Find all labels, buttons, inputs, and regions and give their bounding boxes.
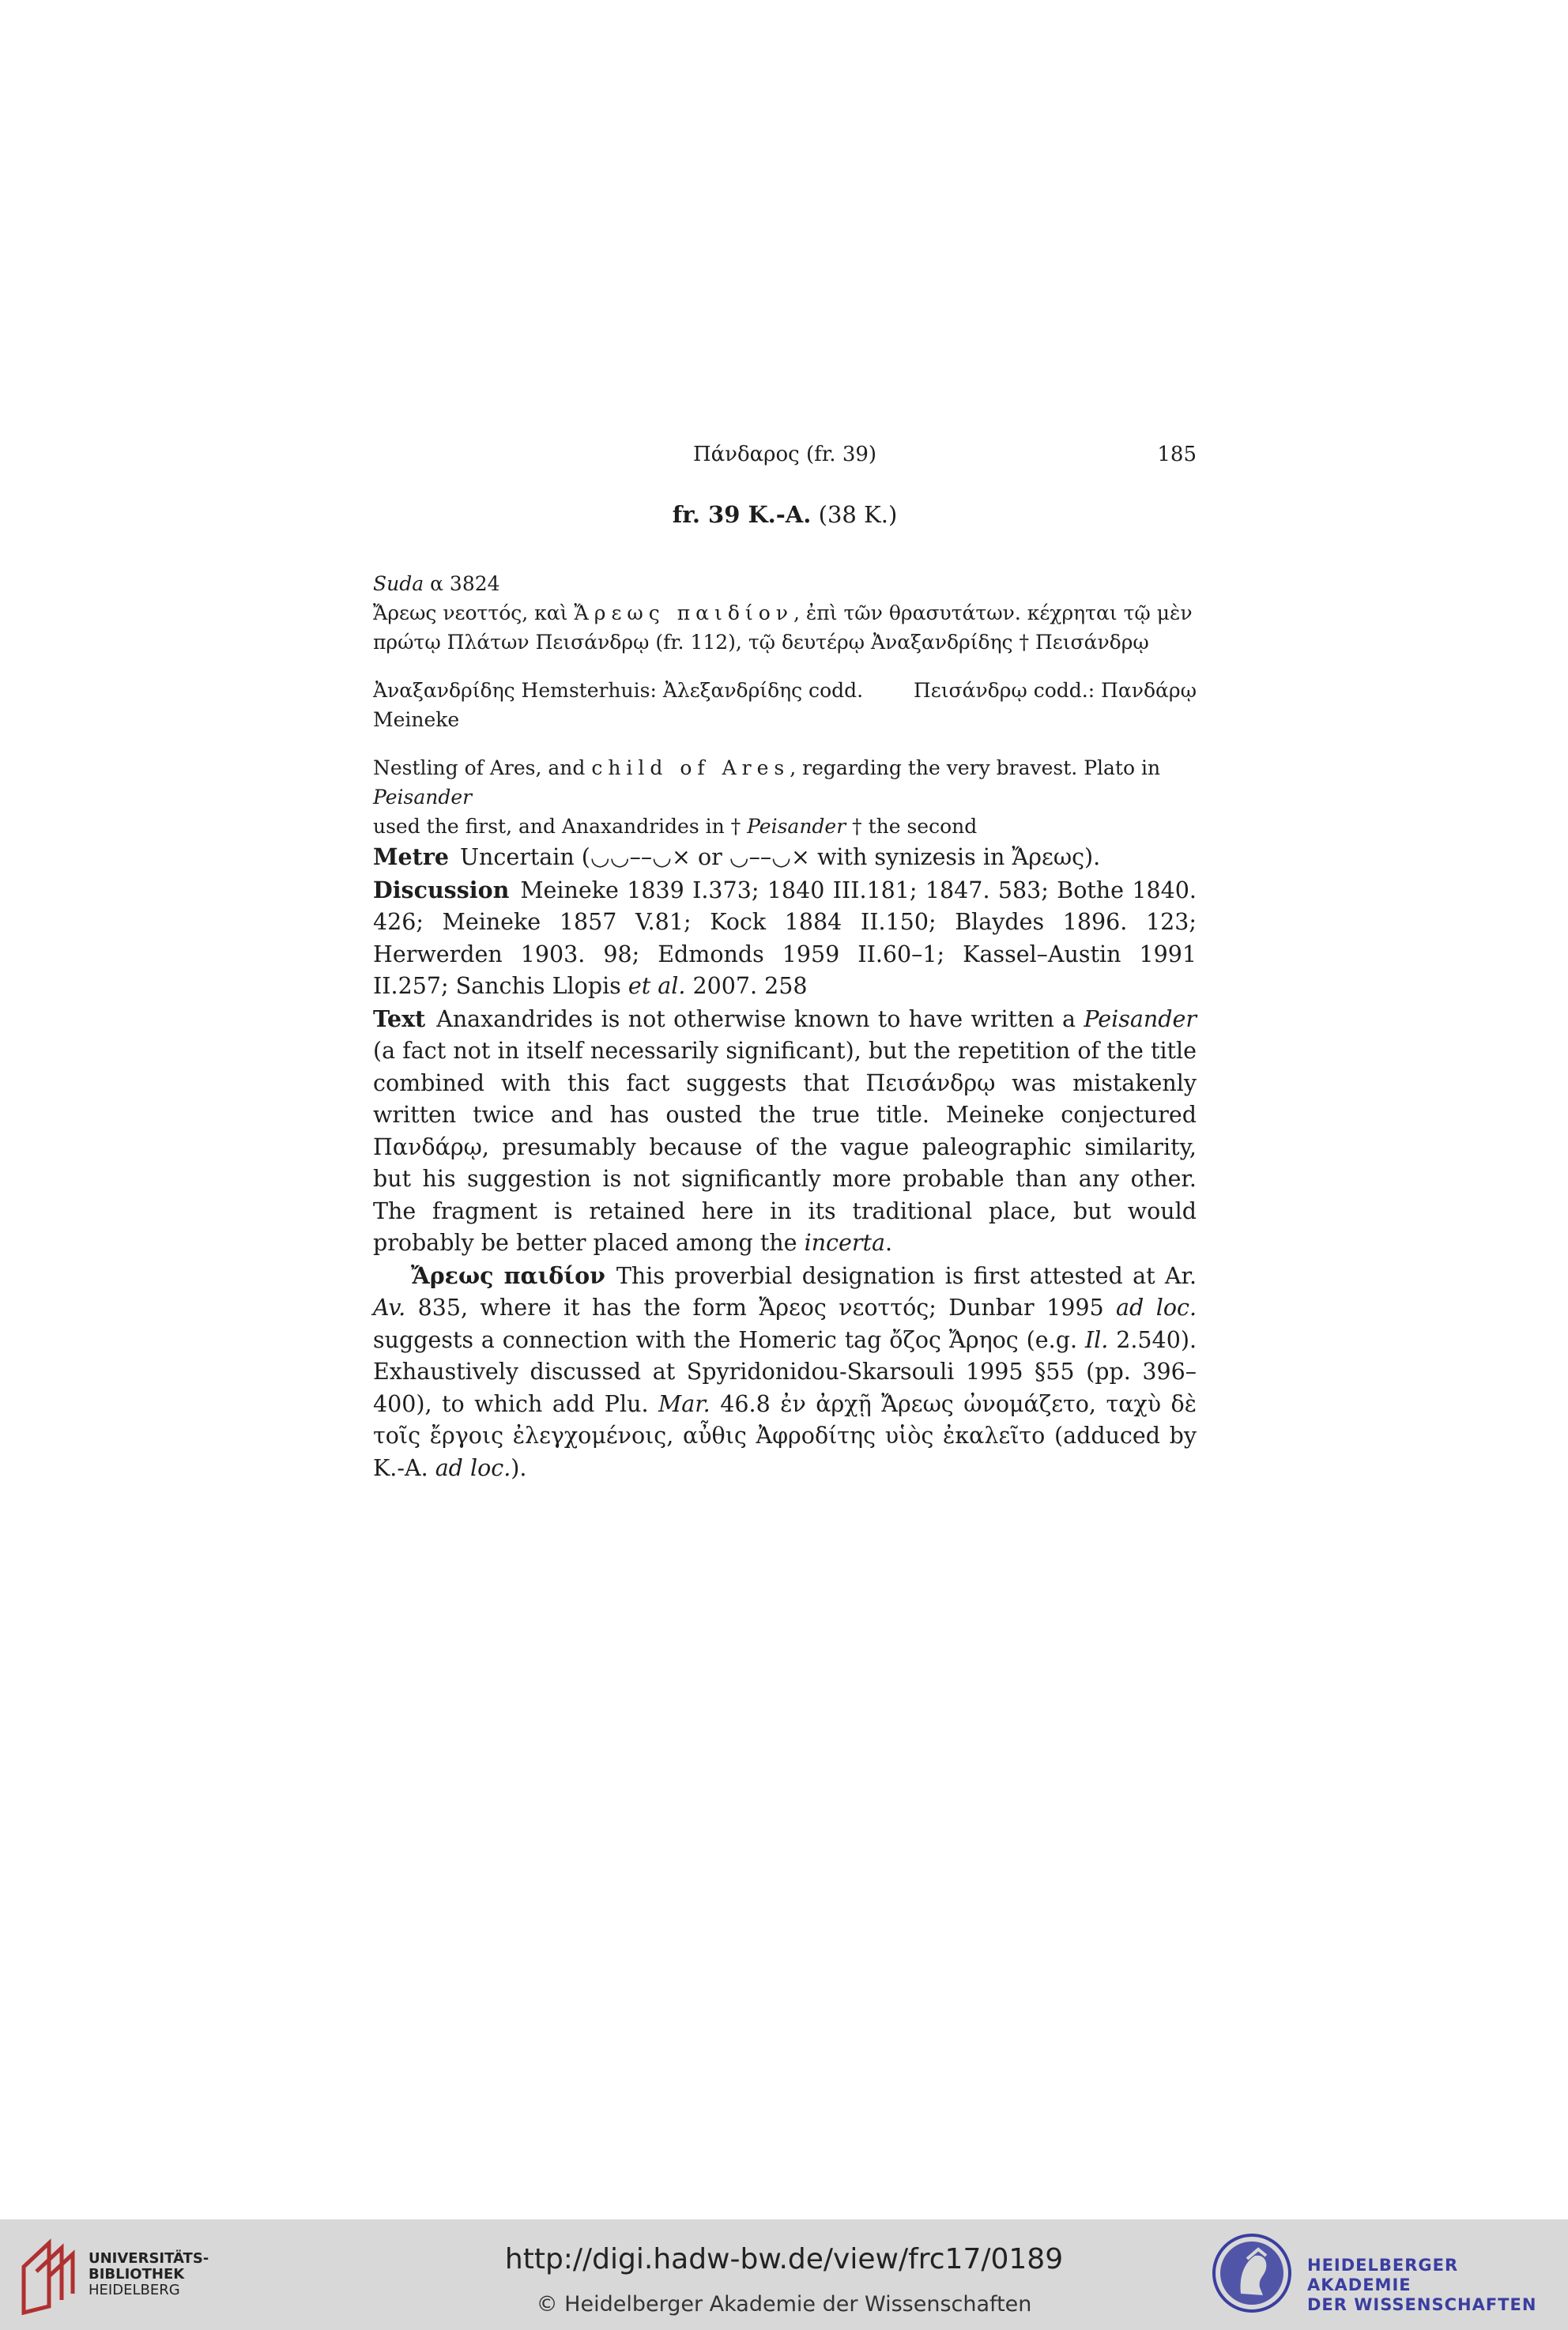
running-head-title: Πάνδαρος (fr. 39) [692, 443, 877, 466]
source-line-2: πρώτῳ Πλάτων Πεισάνδρῳ (fr. 112), τῷ δευτέρῳ Ἀναξανδρίδης † Πεισάνδρῳ [373, 631, 1149, 654]
lemma-paragraph: Ἄρεως παιδίον This proverbial designation is first attested at Ar. Av. 835, where it has the form Ἄρεος νεοττός; Dunbar 1995 ad loc. suggests a connection with the Homeric tag ὄζος Ἄρηος (e.g. Il. 2.540). Exhaustively discussed at Spyridonidou-Skarsouli 1995 §55 (pp. 396–400), to which add Plu. Mar. 46.8 ἐν ἀρχῇ Ἄρεως ὠνομάζετο, ταχὺ δὲ τοῖς ἔργοις ἐλεγχομένοις, αὖθις Ἀφροδίτης υἱὸς ἐκαλεῖτο (adduced by K.-A. ad loc.). [373, 1261, 1197, 1481]
text-label: Text [373, 1005, 426, 1032]
apparatus-entry-2-cont: Meineke [373, 708, 460, 731]
source-text [373, 569, 1197, 657]
discussion-label: Discussion [373, 876, 510, 903]
permalink-url[interactable]: http://digi.hadw-bw.de/view/frc17/0189 [504, 2243, 1064, 2275]
metre-label: Metre [373, 843, 449, 870]
source-reference: Suda α 3824 [373, 572, 500, 595]
source-line-1: Ἄρεως νεοττός, καὶ Ἄρεως παιδίον, ἐπὶ τῶν θρασυτάτων. κέχρηται τῷ μὲν [373, 601, 1193, 624]
copyright-notice: © Heidelberger Akademie der Wissenschaften [536, 2292, 1032, 2317]
university-library-name: UNIVERSITÄTS- BIBLIOTHEK HEIDELBERG [89, 2250, 209, 2298]
running-head [373, 443, 1197, 474]
apparatus-entry-1: Ἀναξανδρίδης Hemsterhuis: Ἀλεξανδρίδης codd. [373, 679, 864, 702]
fragment-title [373, 501, 1197, 528]
page-body [373, 443, 1197, 1484]
lemma-label: Ἄρεως παιδίον [411, 1261, 605, 1289]
fragment-alt-number: (38 K.) [811, 501, 898, 528]
text-section: Text Anaxandrides is not otherwise known to have written a Peisander (a fact not in itself necessarily significant), but the repetition of the title combined with this fact suggests that Πεισάνδρῳ was mistakenly written twice and has ousted the true title. Meineke conjectured Πανδάρῳ, presumably because of the vague paleographic similarity, but his suggestion is not significantly more probable than any other. The fragment is retained here in its traditional place, but would probably be better placed among the incerta. [373, 1005, 1197, 1256]
page-number: 185 [1157, 443, 1197, 466]
footer-bar [0, 2219, 1568, 2330]
critical-apparatus [373, 676, 1197, 734]
academy-name: HEIDELBERGER AKADEMIE DER WISSENSCHAFTEN [1307, 2256, 1537, 2314]
academy-seal-icon[interactable] [1211, 2232, 1293, 2314]
metre-text: Uncertain (◡◡––◡× or ◡––◡× with synizesis in Ἄρεως). [460, 844, 1101, 870]
translation: Nestling of Ares, and child of Ares, regarding the very bravest. Plato in Peisander used the first, and Anaxandrides in † Peisander † the second [373, 756, 1161, 838]
fragment-number: fr. 39 K.-A. [672, 501, 812, 528]
metre-section [373, 841, 1197, 874]
discussion-section: Discussion Meineke 1839 I.373; 1840 III.181; 1847. 583; Bothe 1840. 426; Meineke 1857 V.81; Kock 1884 II.150; Blaydes 1896. 123; Herwerden 1903. 98; Edmonds 1959 II.60–1; Kassel–Austin 1991 II.257; Sanchis Llopis et al. 2007. 258 [373, 876, 1197, 999]
apparatus-entry-2: Πεισάνδρῳ codd.: Πανδάρῳ [913, 679, 1197, 702]
